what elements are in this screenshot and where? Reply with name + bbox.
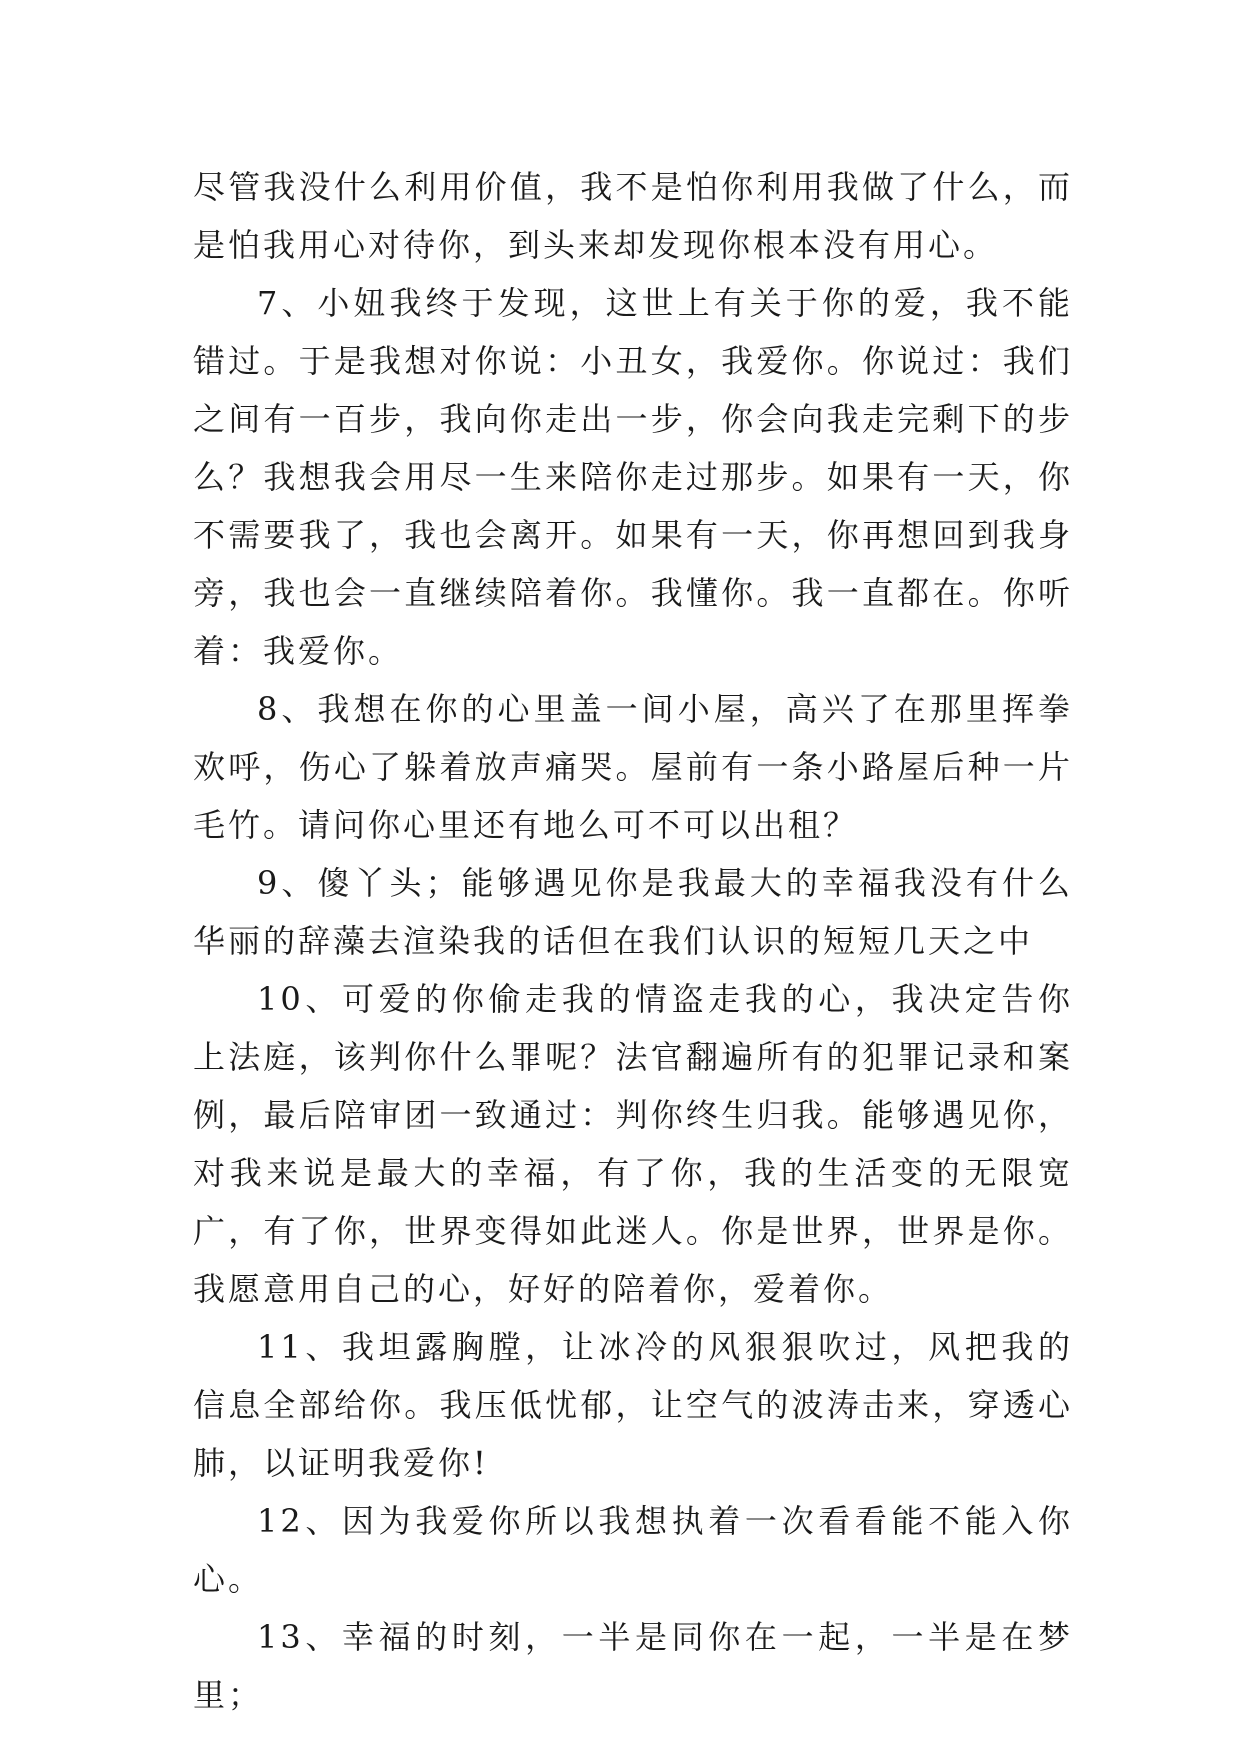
- paragraph-11: 11、我坦露胸膛，让冰冷的风狠狠吹过，风把我的信息全部给你。我压低忧郁，让空气的波涛击来，穿透心肺，以证明我爱你!: [193, 1328, 1073, 1482]
- paragraph-8: 8、我想在你的心里盖一间小屋，高兴了在那里挥拳欢呼，伤心了躲着放声痛哭。屋前有一条小路屋后种一片毛竹。请问你心里还有地么可不可以出租？: [193, 690, 1073, 844]
- paragraph-13: 13、幸福的时刻，一半是同你在一起，一半是在梦里；: [193, 1618, 1073, 1714]
- paragraph-9: 9、傻丫头；能够遇见你是我最大的幸福我没有什么华丽的辞藻去渲染我的话但在我们认识的短短几天之中: [193, 864, 1073, 960]
- paragraph-intro: 尽管我没什么利用价值，我不是怕你利用我做了什么，而是怕我用心对待你，到头来却发现你根本没有用心。: [193, 168, 1073, 264]
- paragraph-7: 7、小妞我终于发现，这世上有关于你的爱，我不能错过。于是我想对你说：小丑女，我爱你。你说过：我们之间有一百步，我向你走出一步，你会向我走完剩下的步么？我想我会用尽一生来陪你走过那步。如果有一天，你不需要我了，我也会离开。如果有一天，你再想回到我身旁，我也会一直继续陪着你。我懂你。我一直都在。你听着：我爱你。: [193, 284, 1073, 670]
- paragraph-10: 10、可爱的你偷走我的情盗走我的心，我决定告你上法庭，该判你什么罪呢？法官翻遍所有的犯罪记录和案例，最后陪审团一致通过：判你终生归我。能够遇见你，对我来说是最大的幸福，有了你，我的生活变的无限宽广，有了你，世界变得如此迷人。你是世界，世界是你。我愿意用自己的心，好好的陪着你，爱着你。: [193, 980, 1073, 1308]
- paragraph-12: 12、因为我爱你所以我想执着一次看看能不能入你心。: [193, 1502, 1073, 1598]
- document-body: [193, 158, 1073, 1724]
